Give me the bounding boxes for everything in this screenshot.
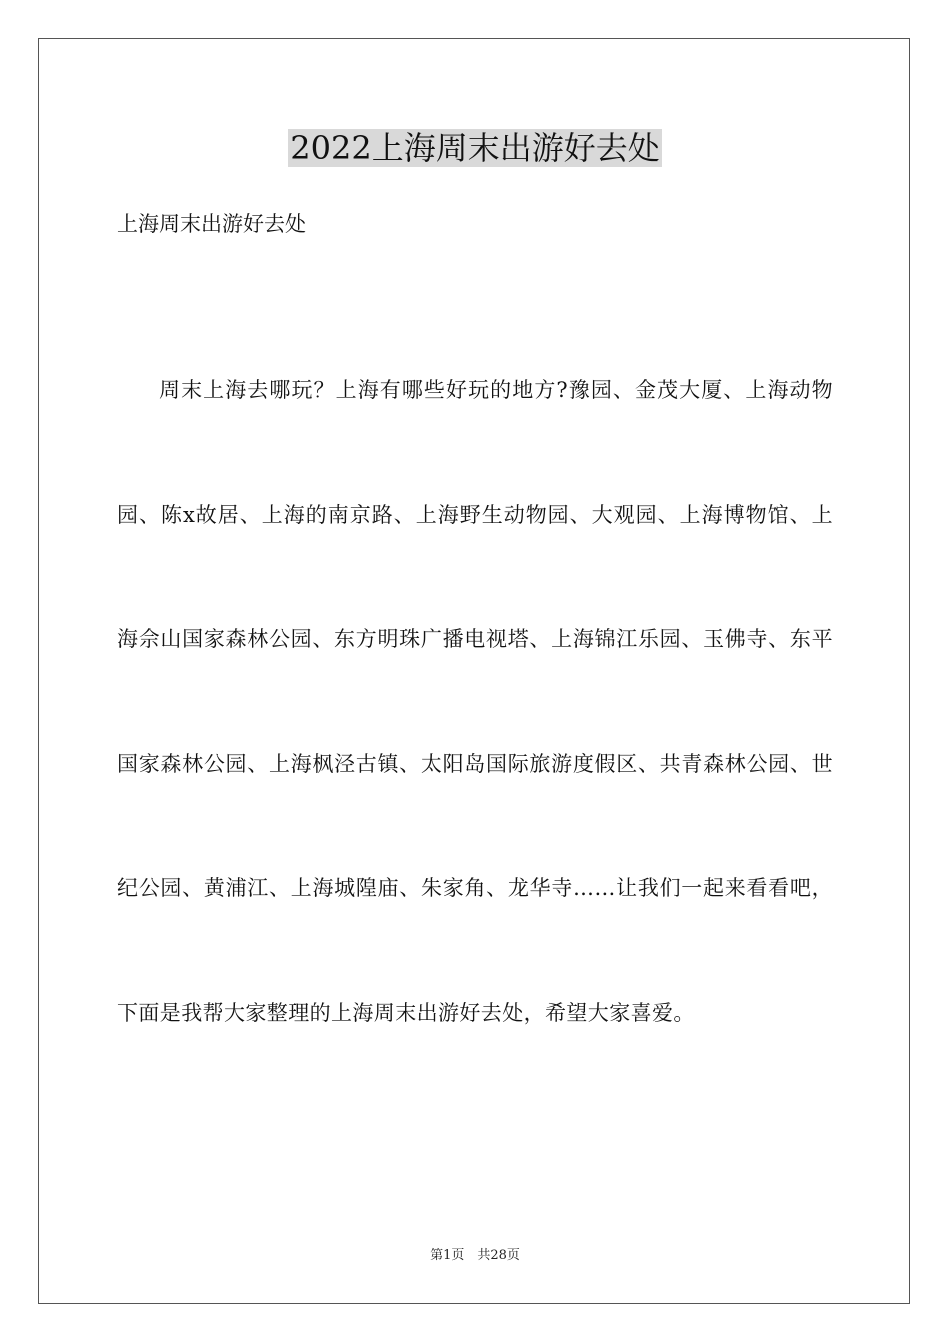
body-paragraph: 周末上海去哪玩？上海有哪些好玩的地方?豫园、金茂大厦、上海动物园、陈x故居、上海的南京路、上海野生动物园、大观园、上海博物馆、上海佘山国家森林公园、东方明珠广播电视塔、上海锦江乐园、玉佛寺、东平国家森林公园、上海枫泾古镇、太阳岛国际旅游度假区、共青森林公园、世纪公园、黄浦江、上海城隍庙、朱家角、龙华寺……让我们一起来看看吧，下面是我帮大家整理的上海周末出游好去处，希望大家喜爱。: [117, 378, 833, 1025]
document-subtitle: 上海周末出游好去处: [117, 212, 306, 236]
title-text: 2022上海周末出游好去处: [290, 129, 660, 167]
document-title: [0, 124, 950, 172]
page-footer: 第1页 共28页: [430, 1248, 520, 1263]
